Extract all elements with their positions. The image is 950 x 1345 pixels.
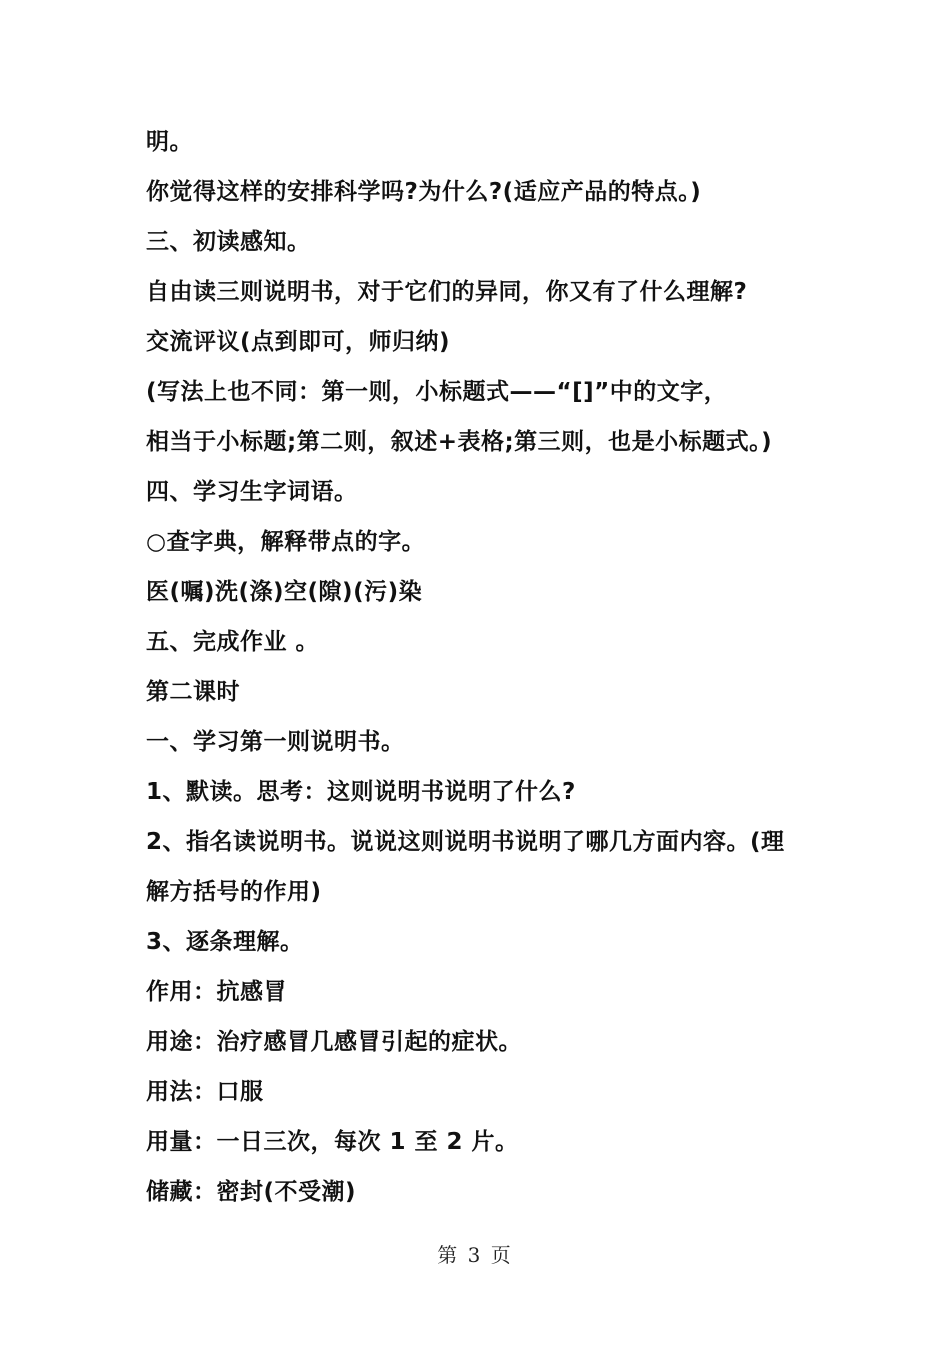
text-line: 你觉得这样的安排科学吗?为什么?(适应产品的特点。) — [146, 179, 702, 205]
section-heading: 五、完成作业 。 — [146, 629, 320, 655]
text-line: ○查字典，解释带点的字。 — [146, 529, 426, 555]
text-line: 用法：口服 — [146, 1079, 264, 1105]
text-line: 用量：一日三次，每次 1 至 2 片。 — [146, 1129, 519, 1155]
text-line: 用途：治疗感冒几感冒引起的症状。 — [146, 1029, 522, 1055]
text-line: 解方括号的作用) — [146, 879, 322, 905]
text-line: 相当于小标题;第二则，叙述+表格;第三则，也是小标题式。) — [146, 429, 773, 455]
page-number: 第 3 页 — [437, 1243, 513, 1267]
text-line: 交流评议(点到即可，师归纳) — [146, 329, 451, 355]
text-line: (写法上也不同：第一则，小标题式——“[]”中的文字， — [146, 379, 728, 405]
text-line: 2、指名读说明书。说说这则说明书说明了哪几方面内容。(理 — [146, 829, 785, 855]
text-line: 明。 — [146, 129, 193, 155]
text-line: 医(嘱)洗(涤)空(隙)(污)染 — [146, 579, 423, 605]
text-line: 1、默读。思考：这则说明书说明了什么? — [146, 779, 576, 805]
text-line: 作用：抗感冒 — [146, 979, 287, 1005]
section-heading: 三、初读感知。 — [146, 229, 311, 255]
text-line: 自由读三则说明书，对于它们的异同，你又有了什么理解? — [146, 279, 748, 305]
text-line: 3、逐条理解。 — [146, 929, 304, 955]
section-heading: 四、学习生字词语。 — [146, 479, 358, 505]
lesson-heading: 第二课时 — [146, 679, 240, 705]
section-heading: 一、学习第一则说明书。 — [146, 729, 405, 755]
text-line: 储藏：密封(不受潮) — [146, 1179, 357, 1205]
